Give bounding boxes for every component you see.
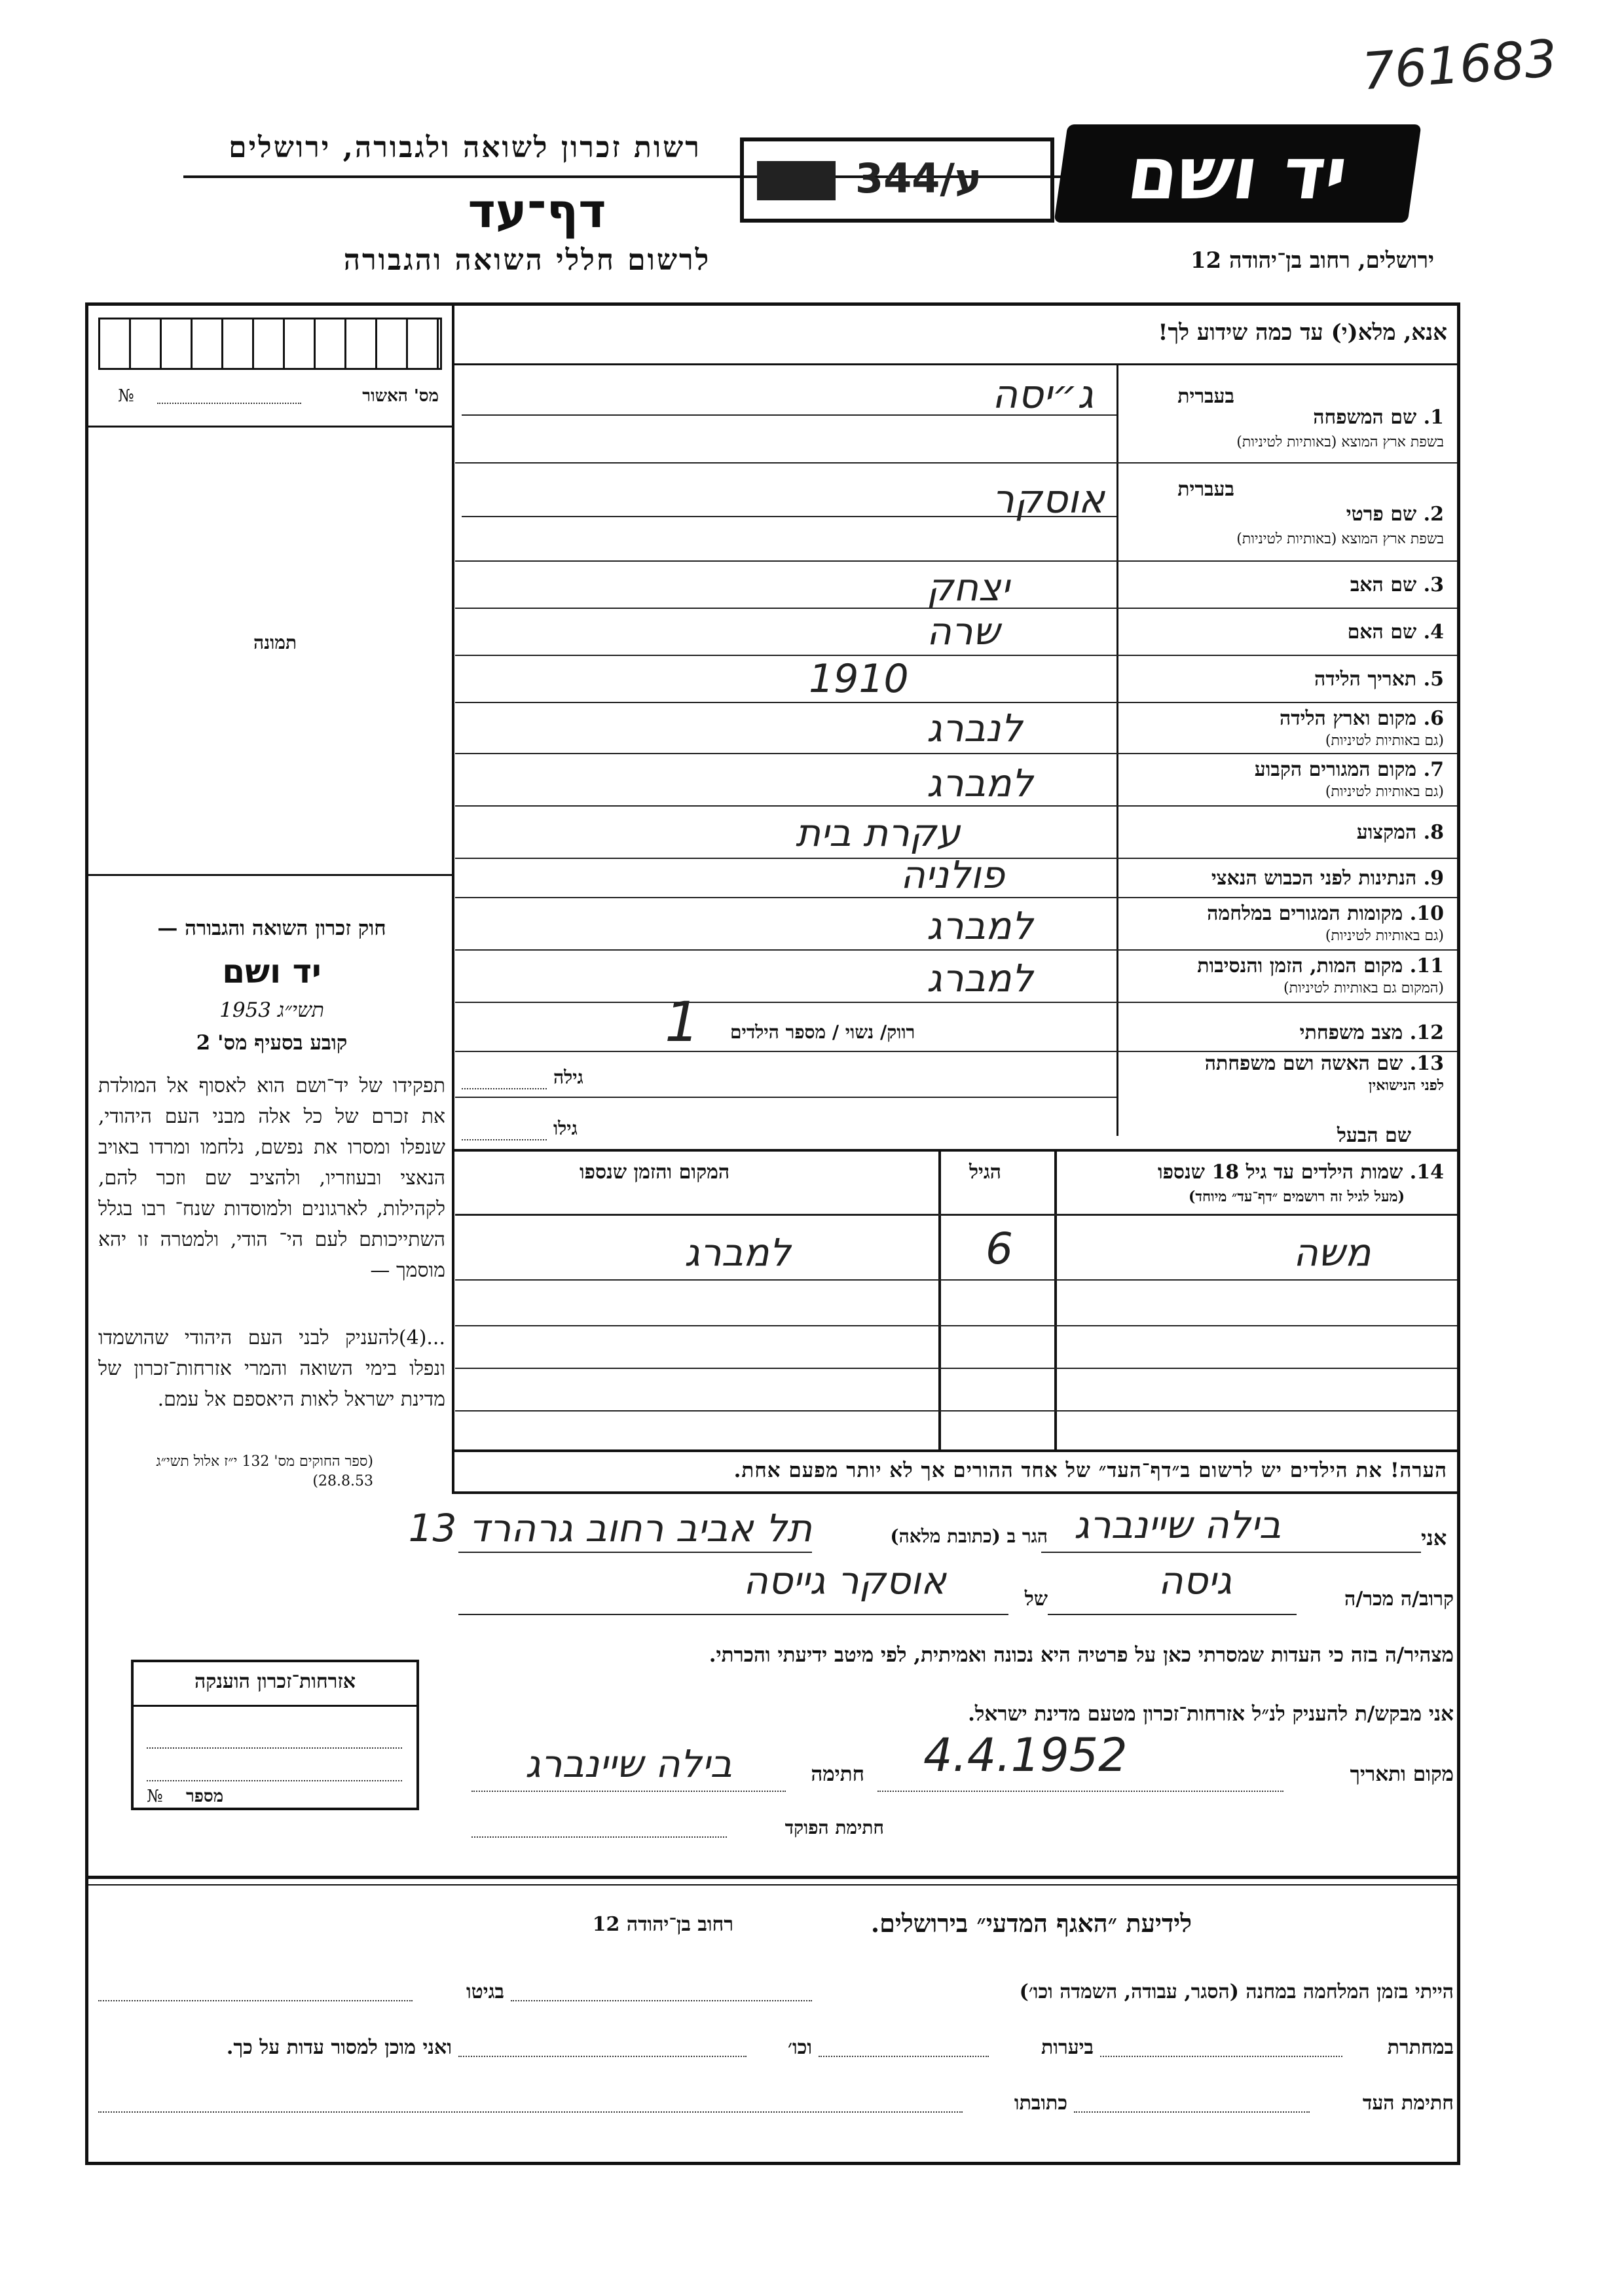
children-table xyxy=(455,1152,1457,1449)
field-2-value: אוסקר xyxy=(992,477,1105,522)
request: אני מבקש/ת להעניק לנ״ל אזרחות־זכרון מטעם מדינת ישראל. xyxy=(968,1702,1454,1726)
field-5-label: 5. תאריך הלידה xyxy=(1314,668,1444,691)
child-name: משה xyxy=(1293,1230,1371,1275)
field-2 xyxy=(455,464,1457,562)
field-10-sub: (גם באותיות לטיניות) xyxy=(1325,928,1444,944)
field-2-hebrew-tag: בעברית xyxy=(1177,478,1234,501)
field-13-age-label: גילה xyxy=(553,1066,583,1088)
photo-box-border xyxy=(88,426,452,428)
left-column-border xyxy=(452,302,454,1494)
etc-field xyxy=(458,2056,747,2057)
address-value: תל אביב רחוב גרהרד 13 xyxy=(408,1506,812,1550)
field-7 xyxy=(455,754,1457,807)
archive-number: 761683 xyxy=(1360,29,1559,102)
box-number-no: № xyxy=(147,1787,163,1806)
child-place: למברג xyxy=(684,1230,791,1275)
law-text-2: ...(4)להעניק לבני העם היהודי שהושמדו ונפלו בימי השואה והמרי אזרחות־זכרון של מדינת ישראל לאות היאספם אל עמם. xyxy=(98,1326,445,1411)
stamp-number: 344/ע xyxy=(855,155,982,202)
husband-age-label: גילו xyxy=(553,1118,578,1139)
witness-address-label: כתובתו xyxy=(1014,2092,1067,2115)
camp-field xyxy=(511,2000,812,2001)
field-12-options: רווק/ נשוי / מספר הילדים xyxy=(730,1021,915,1043)
footer-title: לידיעת ״האגף המדעי״ בירושלים. xyxy=(870,1908,1192,1938)
footer-rule-2 xyxy=(85,1884,1460,1886)
officer-line xyxy=(471,1836,727,1838)
law-text: תפקידו של יד־ושם הוא לאסוף אל המולדת את זכרם של כל אלה מבני העם היהודי, שנפלו ומסרו את נפשם, נלחמו ומרדו באויב הנאצי ובעוזריו, ולהציב שם וזכר להם, לקהילות, לארגונים ולמוסדות שנח־ רבו בגלל השתייכותם לעם הי־ הודי, ולמטרה זו יהא מוסמך — xyxy=(98,1074,445,1282)
signature-line xyxy=(471,1791,786,1792)
forests-field xyxy=(819,2056,989,2057)
underground-label: במחתרת xyxy=(1387,2036,1454,2059)
field-7-value: למברג xyxy=(927,761,1033,805)
field-4-label: 4. שם האם xyxy=(1347,621,1444,644)
field-11-label: 11. מקום המות, הזמן והנסיבות xyxy=(1197,955,1444,977)
field-6-value: לנברג xyxy=(927,706,1023,750)
header-address: ירושלים, רחוב בן־יהודה 12 xyxy=(1190,247,1434,274)
field-5 xyxy=(455,656,1457,703)
declarant-line xyxy=(1041,1552,1421,1553)
officer-label: חתימת הפוקד xyxy=(784,1817,884,1838)
field-4-value: שרה xyxy=(927,609,1000,653)
field-13-label: 13. שם האשה ושם משפחתה xyxy=(1204,1052,1444,1075)
underground-field xyxy=(1100,2056,1342,2057)
field-1-value: ג״יסה xyxy=(992,372,1094,418)
witness-signature-label: חתימת העד xyxy=(1362,2092,1454,2115)
address-line xyxy=(458,1552,812,1553)
field-11 xyxy=(455,951,1457,1003)
of-value: אוסקר גייסה xyxy=(743,1558,946,1603)
photo-label: תמונה xyxy=(253,632,297,653)
permit-label: מס' האשור xyxy=(362,386,439,406)
law-title: חוק זכרון השואה והגבורה — xyxy=(157,917,386,940)
statement: מצהיר/ה בזה כי העדות שמסרתי כאן על פרטיה היא נכונה ואמיתית, לפי מיטב ידיעתי והכרתי. xyxy=(709,1643,1454,1667)
citizenship-box-title: אזרחות־זכרון הוענקה xyxy=(194,1670,356,1693)
declarant-name: בילה שיינברג xyxy=(1074,1503,1282,1547)
field-1-hebrew-tag: בעברית xyxy=(1177,385,1234,408)
address-label: הגר ב (כתובת מלאה) xyxy=(890,1525,1048,1547)
child-age: 6 xyxy=(986,1224,1013,1274)
law-rule xyxy=(88,874,452,876)
page-title: דף־עד xyxy=(468,183,606,238)
logo-text: יד ושם xyxy=(1122,132,1353,215)
field-9-label: 9. הנתינות לפני הכבוש הנאצי xyxy=(1211,867,1444,890)
field-2-sub: בשפת ארץ המוצא (באותיות לטיניות) xyxy=(1236,531,1444,547)
law-name: יד ושם xyxy=(222,953,322,991)
field-12 xyxy=(455,990,1457,1054)
field-4 xyxy=(455,609,1457,656)
field-13-sub: לפני הנישואין xyxy=(1368,1077,1444,1094)
field-5-value: 1910 xyxy=(809,656,909,702)
etc-label: וכו׳ xyxy=(788,2036,812,2059)
field-9-value: פולניה xyxy=(900,852,1005,897)
place-date-label: מקום ותאריך xyxy=(1350,1762,1454,1786)
field-3-value: יצחק xyxy=(927,565,1010,610)
law-reference: (ספר החוקים מס' 132 י״ז אלול תשי״ג 28.8.53) xyxy=(156,1453,373,1489)
field-8-label: 8. המקצוע xyxy=(1356,821,1444,844)
field-6-label: 6. מקום וארץ הלידה xyxy=(1279,707,1444,730)
field-3-label: 3. שם האב xyxy=(1350,574,1444,596)
husband-label: שם הבעל xyxy=(1337,1124,1411,1147)
permit-no: № xyxy=(118,386,134,406)
field-11-value: למברג xyxy=(927,956,1033,1000)
field-12-children-count: 1 xyxy=(665,990,700,1054)
footer-address: רחוב בן־יהודה 12 xyxy=(592,1913,733,1936)
law-year: תשי״ג 1953 xyxy=(219,998,324,1022)
children-col-place: המקום והזמן שנספו xyxy=(580,1161,730,1184)
testimony-willing: ואני מוכן למסור עדות על כך. xyxy=(226,2036,452,2059)
witness-address-field xyxy=(98,2111,963,2113)
relative-line xyxy=(1048,1614,1297,1615)
field-10 xyxy=(455,898,1457,951)
yad-vashem-logo xyxy=(1054,124,1421,223)
field-8 xyxy=(455,807,1457,859)
footer-line-1: הייתי בזמן המלחמה במחנה (הסגר, עבודה, השמדה וכו׳) xyxy=(1019,1980,1454,2003)
husband-row xyxy=(455,1098,1457,1150)
field-6-sub: (גם באותיות לטיניות) xyxy=(1325,733,1444,749)
permit-field xyxy=(157,403,301,404)
field-9 xyxy=(455,852,1457,898)
field-10-value: למברג xyxy=(927,903,1033,948)
field-7-sub: (גם באותיות לטיניות) xyxy=(1325,784,1444,800)
ghetto-field xyxy=(98,2000,413,2001)
signature-value: בילה שיינברג xyxy=(525,1741,733,1786)
witness-signature-field xyxy=(1074,2111,1310,2113)
of-line xyxy=(458,1614,1008,1615)
field-13 xyxy=(455,1052,1457,1098)
field-7-label: 7. מקום המגורים הקבוע xyxy=(1254,758,1444,781)
date-value: 4.4.1952 xyxy=(923,1728,1128,1782)
note-text: הערה! את הילדים יש לרשום ב״דף־העד״ של אחד ההורים אך לא יותר מפעם אחת. xyxy=(733,1459,1447,1482)
children-sub: (מעל לגיל זה רושמים ״דף־עד״ מיוחד) xyxy=(1188,1188,1405,1205)
field-3 xyxy=(455,562,1457,609)
children-label: 14. שמות הילדים עד גיל 18 שנספו xyxy=(1157,1161,1444,1184)
relative-label: קרוב/ה מכר/ה xyxy=(1344,1588,1454,1611)
ghetto-label: בגיטו xyxy=(466,1980,504,2003)
ani-label: אני xyxy=(1421,1525,1447,1550)
field-6 xyxy=(455,703,1457,754)
field-2-label: 2. שם פרטי xyxy=(1346,503,1444,526)
law-clause: קובע בסעיף מס' 2 xyxy=(196,1031,348,1055)
footer-rule xyxy=(85,1876,1460,1879)
forests-label: ביערות xyxy=(1041,2036,1094,2059)
date-line xyxy=(877,1791,1283,1792)
relative-value: גיסה xyxy=(1158,1558,1232,1603)
citizenship-box xyxy=(131,1660,419,1810)
file-stamp xyxy=(740,137,1054,223)
field-1-sub: בשפת ארץ המוצא (באותיות לטיניות) xyxy=(1236,434,1444,450)
field-10-label: 10. מקומות המגורים במלחמה xyxy=(1207,902,1444,925)
ticket-boxes xyxy=(98,318,442,370)
field-12-label: 12. מצב משפחתי xyxy=(1299,1021,1444,1044)
intro-line: אנא, מלא(י) עד כמה שידוע לך! xyxy=(1158,319,1447,346)
field-8-value: עקרת בית xyxy=(796,811,961,855)
field-1 xyxy=(455,365,1457,464)
box-number-label: מספר xyxy=(186,1787,224,1806)
org-name: רשות זכרון לשואה ולגבורה, ירושלים xyxy=(229,131,701,164)
field-1-label: 1. שם המשפחה xyxy=(1313,406,1444,429)
children-col-age: הגיל xyxy=(969,1161,1002,1184)
field-11-sub: (המקום גם באותיות לטיניות) xyxy=(1283,980,1444,996)
signature-label: חתימה xyxy=(811,1762,864,1786)
stamp-blot xyxy=(757,161,836,200)
page-subtitle: לרשום חללי השואה והגבורה xyxy=(343,244,711,277)
of-label: של xyxy=(1024,1588,1048,1611)
